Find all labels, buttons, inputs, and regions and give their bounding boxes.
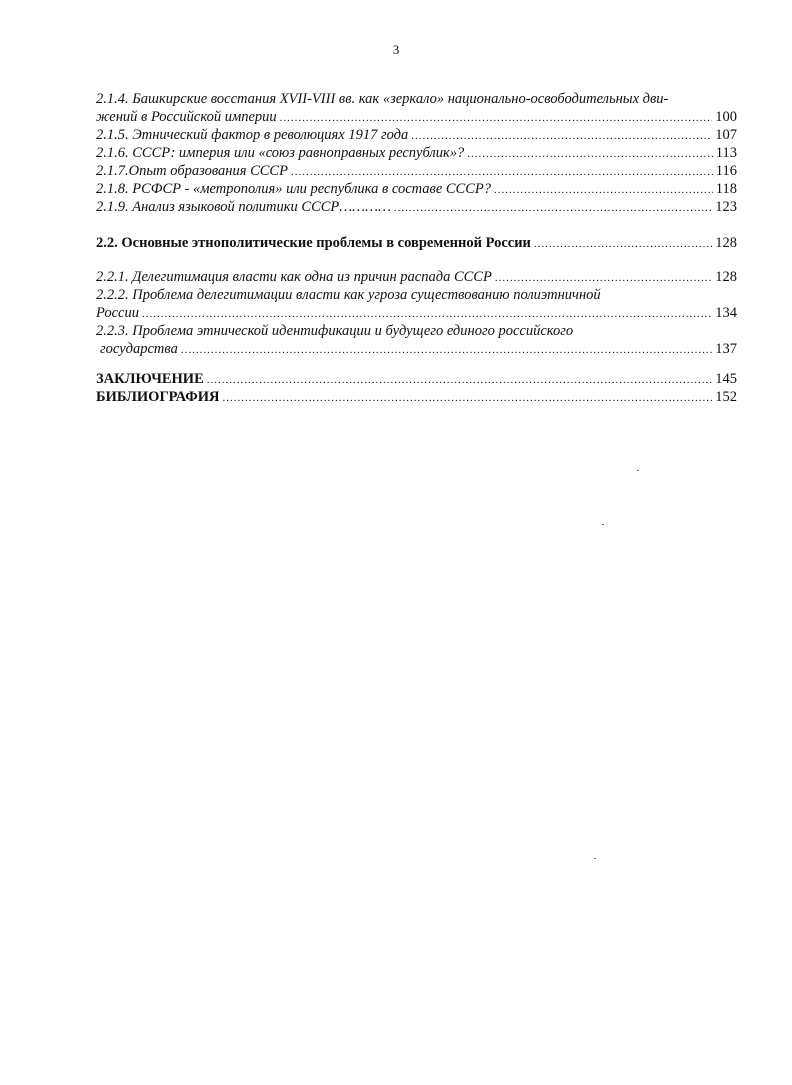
table-of-contents — [96, 90, 737, 406]
toc-entry-2-2-3-line1: 2.2.3. Проблема этнической идентификации и будущего единого российского — [96, 323, 574, 339]
scan-speck — [637, 470, 639, 471]
toc-entry-2-1-6[interactable] — [96, 144, 737, 162]
toc-entry-2-2[interactable] — [96, 234, 737, 252]
toc-entry-title: России — [96, 305, 139, 321]
toc-entry-title: БИБЛИОГРАФИЯ — [96, 389, 220, 405]
dot-leader — [291, 163, 713, 181]
toc-entry-2-1-4-line1: 2.1.4. Башкирские восстания XVII-VIII вв. как «зеркало» национально-освободительных дви- — [96, 91, 669, 107]
dot-leader — [181, 341, 712, 359]
toc-entry-title: 2.1.5. Этнический фактор в революциях 1917 года — [96, 127, 409, 143]
dot-leader — [142, 305, 712, 323]
toc-entry-title: 2.1.7.Опыт образования СССР — [96, 163, 288, 179]
toc-entry-2-1-4[interactable] — [96, 108, 737, 126]
toc-entry-2-2-2-line1: 2.2.2. Проблема делегитимации власти как угроза существованию полиэтничной — [96, 287, 601, 303]
toc-page-number: 123 — [715, 199, 737, 215]
toc-entry-title: государства — [100, 341, 178, 357]
page-number: 3 — [392, 42, 400, 57]
toc-entry-2-1-5[interactable] — [96, 126, 737, 144]
dot-leader — [207, 371, 712, 389]
toc-entry-2-1-7[interactable] — [96, 162, 737, 180]
dot-leader — [222, 389, 712, 407]
toc-page-number: 134 — [715, 305, 737, 321]
scan-speck — [602, 524, 604, 525]
dot-leader — [411, 127, 712, 145]
toc-entry-2-2-1[interactable] — [96, 268, 737, 286]
toc-page-number: 107 — [715, 127, 737, 143]
toc-page-number: 113 — [715, 145, 737, 161]
scan-speck — [594, 858, 596, 859]
dot-leader — [467, 145, 713, 163]
toc-page-number: 152 — [715, 389, 737, 405]
toc-entry-title: жений в Российской империи — [96, 109, 277, 125]
toc-page-number: 100 — [715, 109, 737, 125]
toc-entry-2-1-9[interactable] — [96, 198, 737, 216]
toc-entry-title: 2.2.1. Делегитимация власти как одна из причин распада СССР — [96, 269, 492, 285]
toc-page-number: 116 — [715, 163, 737, 179]
dot-leader — [280, 109, 713, 127]
toc-entry-title: ЗАКЛЮЧЕНИЕ — [96, 371, 204, 387]
toc-entry-conclusion[interactable] — [96, 370, 737, 388]
toc-entry-title: 2.1.8. РСФСР - «метрополия» или республика в составе СССР? — [96, 181, 492, 197]
toc-page-number: 137 — [715, 341, 737, 357]
toc-entry-title: 2.1.9. Анализ языковой политики СССР………… — [96, 199, 391, 215]
toc-entry-2-2-2[interactable] — [96, 304, 737, 322]
dot-leader — [494, 181, 713, 199]
toc-page-number: 128 — [715, 269, 737, 285]
toc-entry-title: 2.1.6. СССР: империя или «союз равноправных республик»? — [96, 145, 465, 161]
toc-page-number: 128 — [715, 235, 737, 251]
toc-entry-2-2-3[interactable] — [96, 340, 737, 358]
toc-page-number: 118 — [715, 181, 737, 197]
toc-page-number: 145 — [715, 371, 737, 387]
dot-leader — [495, 269, 712, 287]
toc-entry-title: 2.2. Основные этнополитические проблемы в современной России — [96, 235, 531, 251]
toc-entry-bibliography[interactable] — [96, 388, 737, 406]
dot-leader — [534, 235, 712, 253]
dot-leader — [394, 199, 712, 217]
toc-entry-2-1-8[interactable] — [96, 180, 737, 198]
